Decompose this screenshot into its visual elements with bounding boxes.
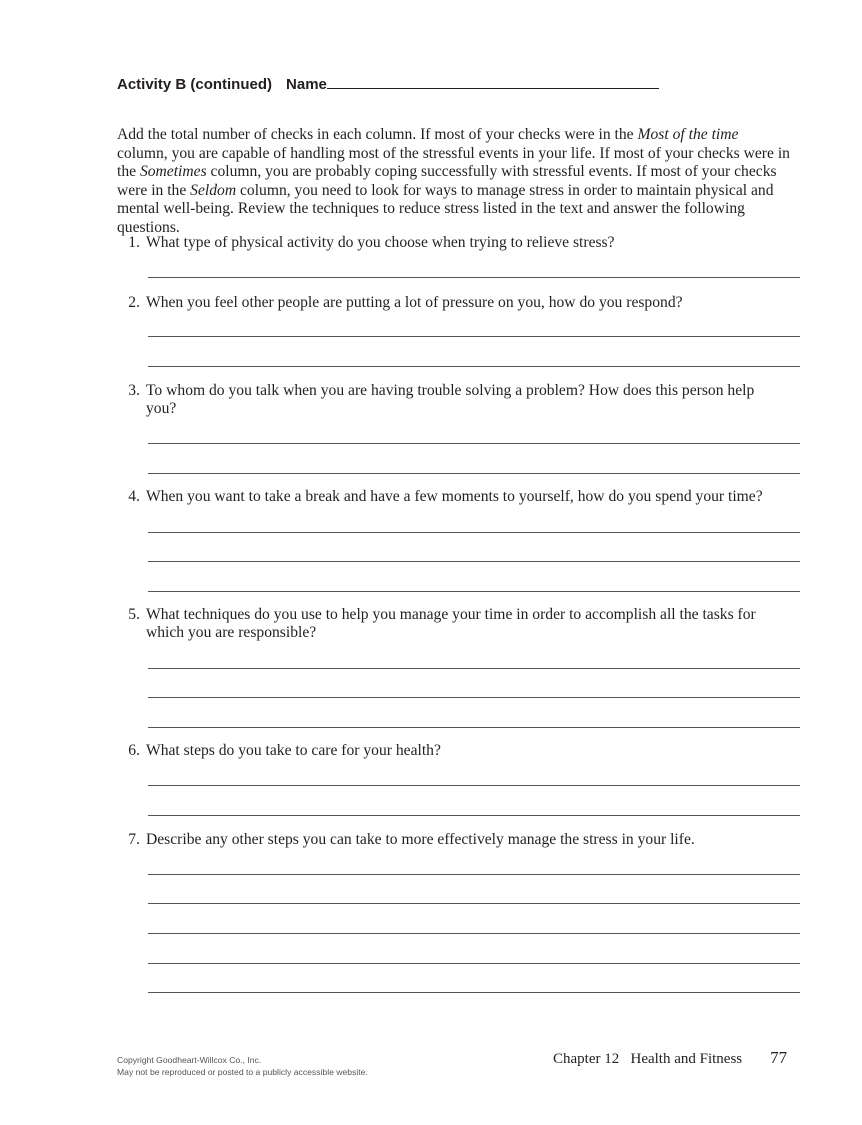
- copyright-notice: [117, 1055, 368, 1078]
- question-text: Describe any other steps you can take to more effectively manage the stress in your life.: [146, 831, 695, 848]
- answer-line[interactable]: [148, 963, 800, 964]
- question-5: [124, 606, 794, 642]
- question-text: What techniques do you use to help you manage your time in order to accomplish all the tasks for which you are responsible?: [146, 606, 756, 641]
- answer-line[interactable]: [148, 992, 800, 993]
- intro-emphasis: Sometimes: [139, 163, 207, 181]
- question-number: 6.: [128, 742, 140, 759]
- answer-line[interactable]: [148, 727, 800, 728]
- name-label: Name: [286, 76, 327, 93]
- page-number: 77: [770, 1048, 788, 1067]
- question-number: 2.: [128, 294, 140, 311]
- answer-line[interactable]: [148, 561, 800, 562]
- page-footer: [553, 1048, 787, 1068]
- answer-line[interactable]: [148, 668, 800, 669]
- intro-text: column, you are probably coping successfully with stressful events. If most of your checks were in the: [117, 163, 777, 199]
- question-3: [124, 382, 794, 418]
- question-text: To whom do you talk when you are having trouble solving a problem? How does this person help you?: [146, 382, 755, 417]
- intro-text: column, you need to look for ways to manage stress in order to maintain physical and mental well-being. Review the techniques to reduce stress listed in the text and answer the following questions.: [117, 181, 774, 236]
- answer-line[interactable]: [148, 903, 800, 904]
- answer-line[interactable]: [148, 366, 800, 367]
- question-text: What steps do you take to care for your health?: [146, 742, 441, 759]
- question-text: When you feel other people are putting a lot of pressure on you, how do you respond?: [146, 294, 683, 311]
- answer-line[interactable]: [148, 443, 800, 444]
- question-number: 4.: [128, 488, 140, 505]
- question-text: When you want to take a break and have a few moments to yourself, how do you spend your time?: [146, 488, 763, 505]
- chapter-title: Health and Fitness: [630, 1051, 743, 1067]
- answer-line[interactable]: [148, 336, 800, 337]
- answer-line[interactable]: [148, 874, 800, 875]
- answer-line[interactable]: [148, 591, 800, 592]
- question-6: [124, 742, 794, 760]
- question-number: 1.: [128, 234, 140, 251]
- answer-line[interactable]: [148, 697, 800, 698]
- activity-title: Activity B (continued): [117, 76, 273, 93]
- answer-line[interactable]: [148, 532, 800, 533]
- answer-line[interactable]: [148, 277, 800, 278]
- intro-text: Add the total number of checks in each column. If most of your checks were in the: [117, 126, 638, 143]
- instructions-paragraph: [117, 126, 792, 238]
- name-field[interactable]: [327, 76, 659, 89]
- answer-line[interactable]: [148, 785, 800, 786]
- question-text: What type of physical activity do you choose when trying to relieve stress?: [146, 234, 615, 251]
- chapter-number: Chapter 12: [553, 1051, 620, 1067]
- intro-text: column, you are capable of handling most of the stressful events in your life. If most of your checks were in the: [117, 144, 790, 181]
- question-2: [124, 294, 794, 312]
- question-1: [124, 234, 794, 252]
- question-4: [124, 488, 794, 506]
- intro-emphasis: Seldom: [190, 181, 237, 199]
- question-number: 7.: [128, 831, 140, 848]
- question-7: [124, 831, 794, 849]
- reproduction-notice: May not be reproduced or posted to a publicly accessible website.: [117, 1066, 368, 1077]
- activity-header: [117, 76, 659, 93]
- question-number: 3.: [128, 382, 140, 399]
- answer-line[interactable]: [148, 473, 800, 474]
- copyright-text: Copyright Goodheart-Willcox Co., Inc.: [117, 1055, 262, 1065]
- answer-line[interactable]: [148, 933, 800, 934]
- answer-line[interactable]: [148, 815, 800, 816]
- intro-emphasis: Most of the time: [637, 126, 739, 143]
- question-number: 5.: [128, 606, 140, 623]
